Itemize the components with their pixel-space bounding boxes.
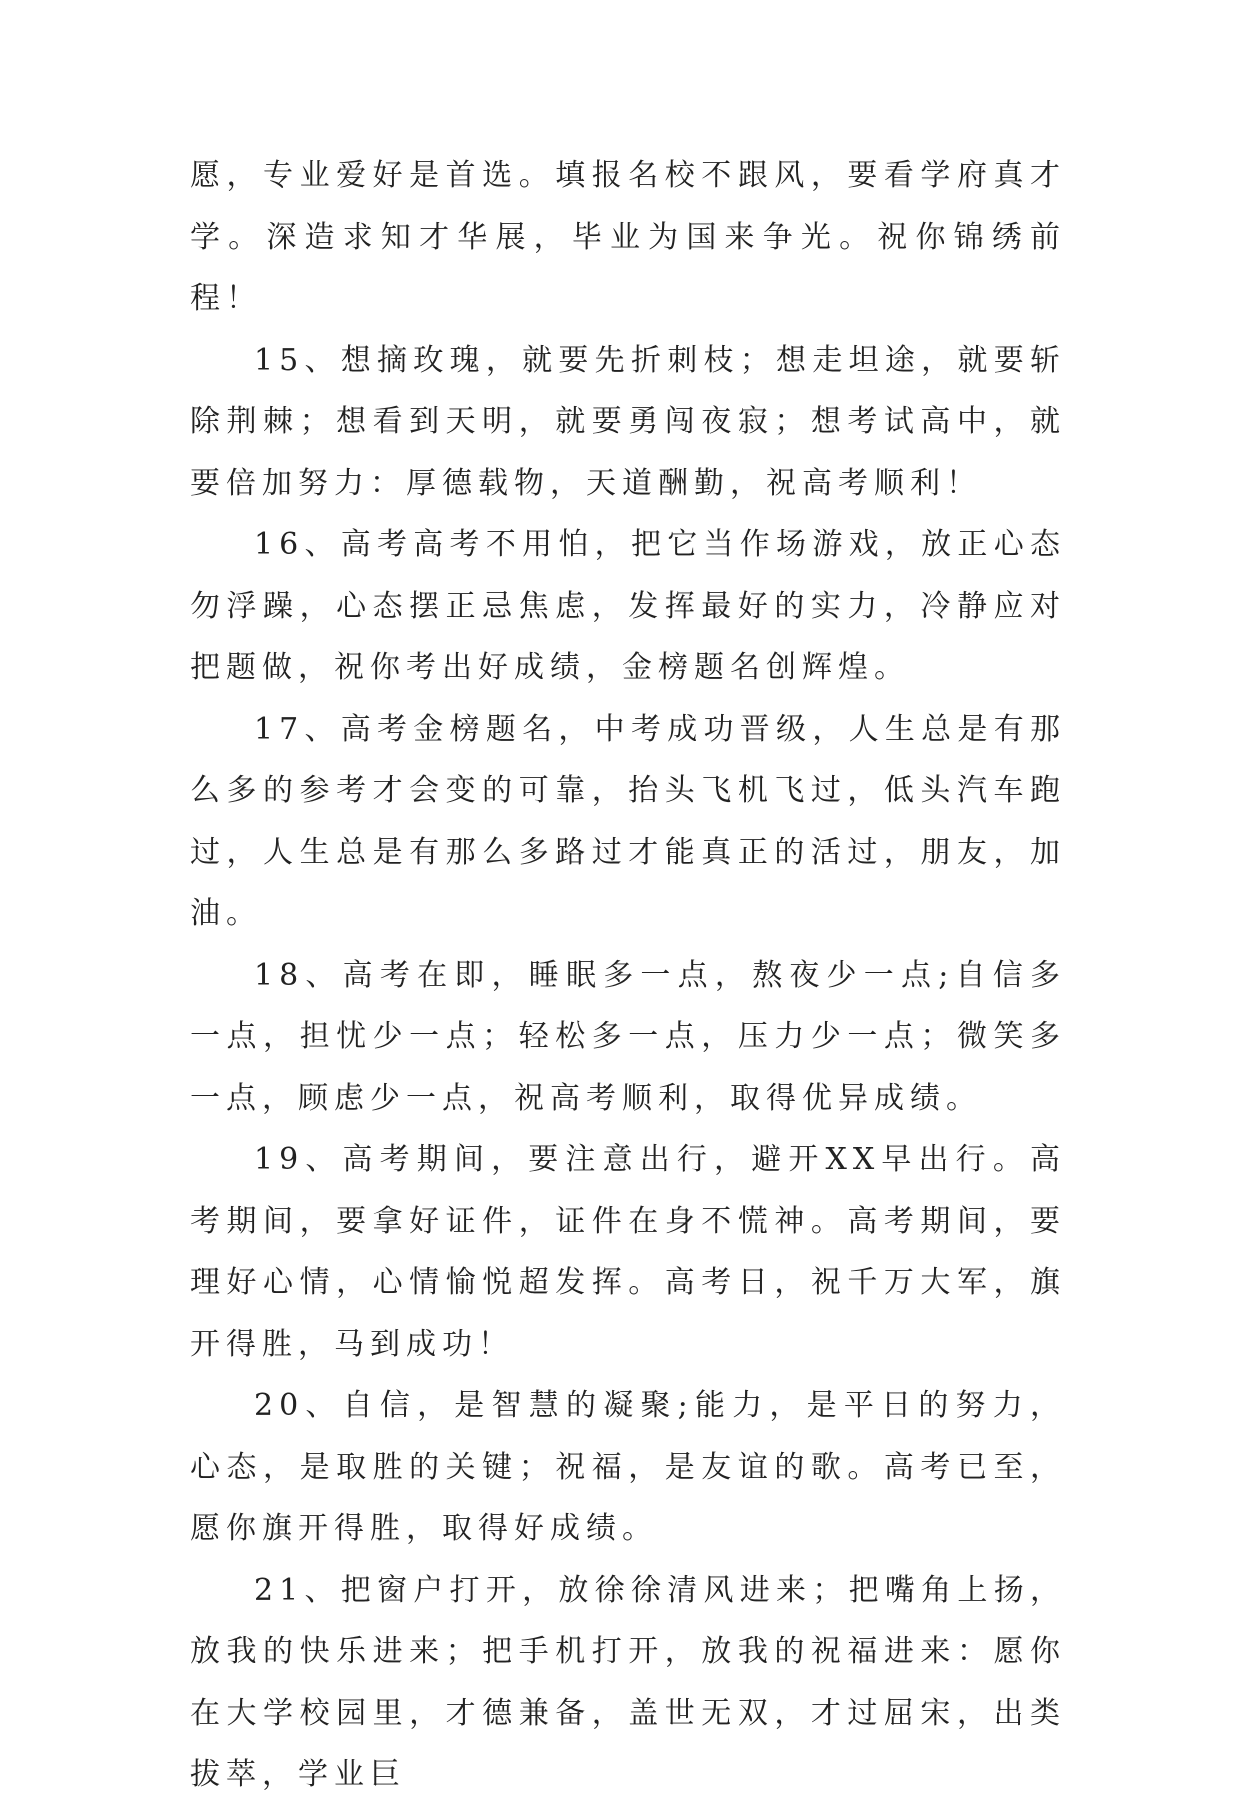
paragraph-16: 16、高考高考不用怕，把它当作场游戏，放正心态勿浮躁，心态摆正忌焦虑，发挥最好的实力，冷静应对把题做，祝你考出好成绩，金榜题名创辉煌。 [190,527,1066,685]
paragraph-19: 19、高考期间，要注意出行，避开XX早出行。高考期间，要拿好证件，证件在身不慌神。高考期间，要理好心情，心情愉悦超发挥。高考日，祝千万大军，旗开得胜，马到成功！ [190,1142,1066,1362]
paragraph-15: 15、想摘玫瑰，就要先折刺枝；想走坦途，就要斩除荆棘；想看到天明，就要勇闯夜寂；想考试高中，就要倍加努力：厚德载物，天道酬勤，祝高考顺利！ [190,342,1066,501]
paragraph-18: 18、高考在即，睡眠多一点，熬夜少一点;自信多一点，担忧少一点；轻松多一点，压力少一点；微笑多一点，顾虑少一点，祝高考顺利，取得优异成绩。 [190,957,1066,1116]
paragraph-continuation: 愿，专业爱好是首选。填报名校不跟风，要看学府真才学。深造求知才华展，毕业为国来争光。祝你锦绣前程！ [190,158,1066,316]
paragraph-21: 21、把窗户打开，放徐徐清风进来；把嘴角上扬，放我的快乐进来；把手机打开，放我的祝福进来：愿你在大学校园里，才德兼备，盖世无双，才过屈宋，出类拔萃，学业巨 [190,1572,1066,1792]
paragraph-20: 20、自信，是智慧的凝聚;能力，是平日的努力，心态，是取胜的关键；祝福，是友谊的歌。高考已至，愿你旗开得胜，取得好成绩。 [190,1388,1066,1546]
document-page [190,145,1066,1806]
paragraph-17: 17、高考金榜题名，中考成功晋级，人生总是有那么多的参考才会变的可靠，抬头飞机飞过，低头汽车跑过，人生总是有那么多路过才能真正的活过，朋友，加油。 [190,711,1066,931]
